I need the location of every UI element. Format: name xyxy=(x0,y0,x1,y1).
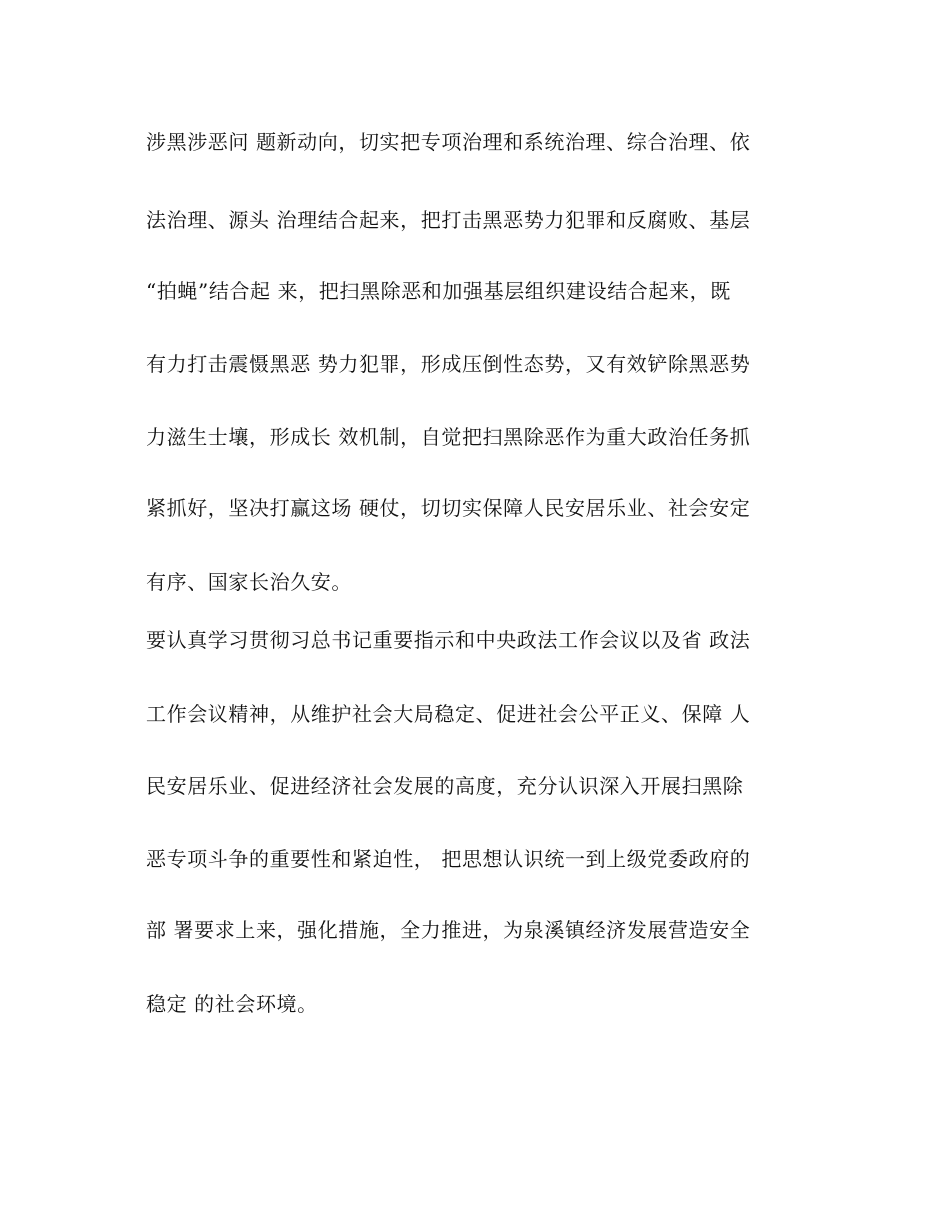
text-line: “拍蝇”结合起 来，把扫黑除恶和加强基层组织建设结合起来，既 xyxy=(146,279,731,303)
text-line: 稳定 的社会环境。 xyxy=(146,992,318,1016)
text-line: 工作会议精神，从维护社会大局稳定、促进社会公平正义、保障 人 xyxy=(146,702,751,726)
text-line: 有序、国家长治久安。 xyxy=(146,570,352,594)
text-line: 力滋生士壤，形成长 效机制，自觉把扫黑除恶作为重大政治任务抓 xyxy=(146,425,751,449)
text-line: 民安居乐业、促进经济社会发展的高度，充分认识深入开展扫黑除 xyxy=(146,774,744,798)
text-line: 涉黑涉恶问 题新动向，切实把专项治理和系统治理、综合治理、依 xyxy=(146,130,751,154)
text-line: 要认真学习贯彻习总书记重要指示和中央政法工作会议以及省 政法 xyxy=(146,628,751,652)
text-line: 紧抓好，坚决打赢这场 硬仗，切切实保障人民安居乐业、社会安定 xyxy=(146,496,751,520)
text-line: 部 署要求上来，强化措施，全力推进，为泉溪镇经济发展营造安全 xyxy=(146,918,751,942)
text-line: 法治理、源头 治理结合起来，把打击黑恶势力犯罪和反腐败、基层 xyxy=(146,208,751,232)
text-line: 有力打击震慑黑恶 势力犯罪，形成压倒性态势，又有效铲除黑恶势 xyxy=(146,352,751,376)
text-line: 恶专项斗争的重要性和紧迫性， 把思想认识统一到上级党委政府的 xyxy=(146,847,751,871)
